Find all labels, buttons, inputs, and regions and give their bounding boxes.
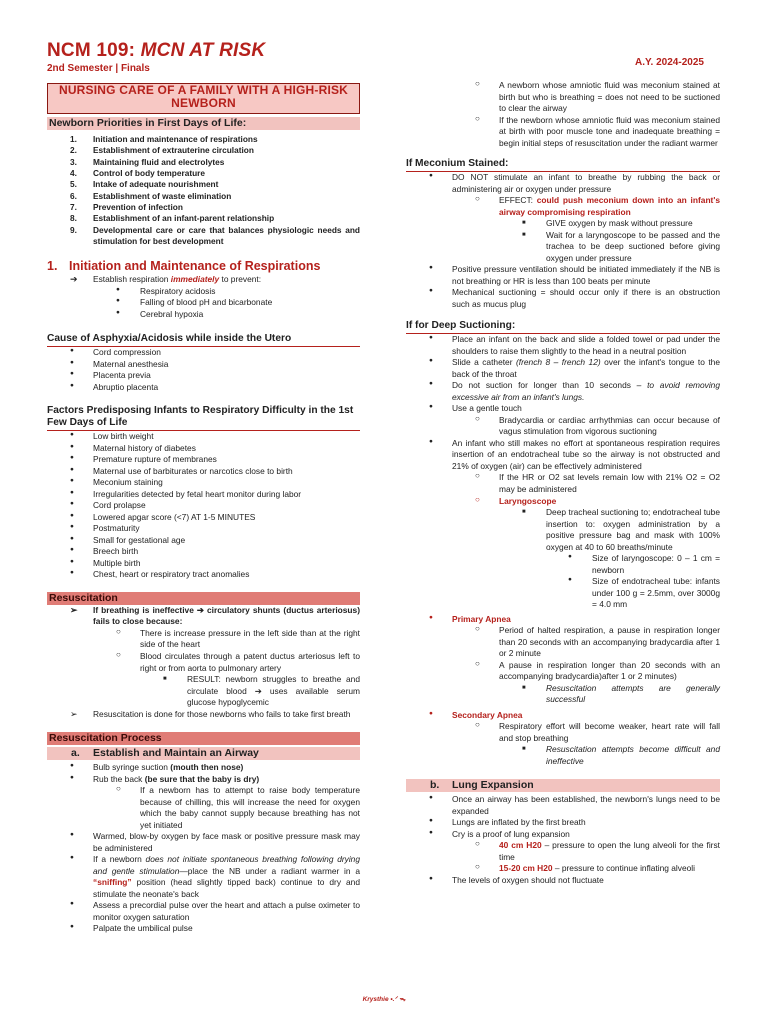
- factors-heading: Factors Predisposing Infants to Respiratory Difficulty in the 1st Few Days of Life: [47, 405, 360, 431]
- bullet-icon: ●: [429, 172, 433, 180]
- bullet-icon: ●: [70, 854, 74, 862]
- bullet-icon: ●: [70, 477, 74, 485]
- list-item: ● If a newborn does not initiate spontaneous breathing following drying and gentle stimulation—place the NB under a radiant warmer in a “sniffing” position (head slightly tipped back) continue to dry and stimulate the neonate's back: [70, 854, 360, 899]
- bullet-icon: ●: [70, 546, 74, 554]
- circle-bullet-icon: ○: [475, 720, 480, 730]
- list-item: 1. Initiation and maintenance of respirations: [70, 133, 258, 144]
- list-item: ○ EFFECT: could push meconium down into an infant's airway compromising respiration: [475, 194, 720, 217]
- list-item: ➢ Resuscitation is done for those newborns who fails to take first breath: [70, 708, 351, 719]
- list-item: ● Bulb syringe suction (mouth then nose): [70, 762, 244, 773]
- list-item: 2. Establishment of extrauterine circulation: [70, 145, 254, 156]
- list-item: ● Small for gestational age: [70, 534, 186, 545]
- list-item: ● Size of endotracheal tube: infants under 100 g = 2.5mm, over 3000g = 4.0 mm: [568, 576, 720, 610]
- list-item: ● An infant who still makes no effort at spontaneous respiration requires insertion of an endotracheal tube so the airway is not obstructed and 21% of oxygen (air) can be effectively administered: [429, 437, 720, 471]
- list-item: ➢ If breathing is ineffective ➔ circulatory shunts (ductus arteriosus) fails to close because:: [70, 604, 360, 627]
- list-item: ○ 15-20 cm H20 – pressure to continue inflating alveoli: [475, 862, 696, 874]
- bullet-icon: ●: [429, 334, 433, 342]
- square-bullet-icon: ■: [163, 676, 167, 683]
- list-item: ● Placenta previa: [70, 370, 151, 381]
- bullet-icon: ●: [70, 488, 74, 496]
- list-item: ● Maternal anesthesia: [70, 358, 169, 369]
- list-number: 6.: [70, 190, 77, 201]
- list-item: ● Once an airway has been established, the newborn's lungs need to be expanded: [429, 794, 720, 816]
- list-item: ● Cry is a proof of lung expansion: [429, 828, 570, 839]
- list-item: ● Cerebral hypoxia: [116, 308, 204, 319]
- list-item: ● Respiratory acidosis: [116, 285, 216, 296]
- list-item: ● Place an infant on the back and slide a folded towel or pad under the shoulders to raise them slightly to the head in a neutral position: [429, 334, 720, 356]
- bullet-icon: ●: [70, 442, 74, 450]
- bullet-icon: ●: [429, 380, 433, 388]
- bullet-icon: ●: [429, 613, 433, 621]
- list-item: ● Maternal history of diabetes: [70, 442, 196, 453]
- left-column: [47, 80, 360, 935]
- list-item: ● Low birth weight: [70, 431, 154, 442]
- list-item: 4. Control of body temperature: [70, 167, 206, 178]
- list-item: ● Cord compression: [70, 347, 161, 358]
- list-item: ○ Period of halted respiration, a pause in respiration longer than 20 seconds with an accompanying bradycardia after 1 or 2 minute: [475, 624, 720, 659]
- list-item: ● Palpate the umbilical pulse: [70, 923, 193, 934]
- list-item: ■ RESULT: newborn struggles to breathe and circulate blood ➔ uses available serum glucose hypoglycemic: [163, 674, 360, 708]
- bullet-icon: ●: [70, 900, 74, 908]
- right-column: [406, 80, 720, 886]
- circle-bullet-icon: ○: [475, 658, 480, 668]
- list-number: 4.: [70, 167, 77, 178]
- chevron-icon: ➢: [70, 604, 78, 615]
- list-item: ● Maternal use of barbiturates or narcotics close to birth: [70, 465, 293, 476]
- bullet-icon: ●: [70, 465, 74, 473]
- resuscitation-heading: Resuscitation: [47, 592, 360, 605]
- list-item: ➔ Establish respiration immediately to prevent:: [70, 274, 262, 285]
- list-item: 6. Establishment of waste elimination: [70, 190, 232, 201]
- bullet-icon: ●: [70, 358, 74, 366]
- footer-signature: Krysthie •.ᐟ ᯓ: [362, 996, 406, 1003]
- bullet-icon: ●: [70, 431, 74, 439]
- list-item: ○ If the newborn whose amniotic fluid was meconium stained at birth with poor muscle tone and inadequate breathing = begin initial steps of resuscitation under the radiant warmer: [475, 113, 720, 148]
- chevron-icon: ➢: [70, 708, 78, 719]
- list-item: ● Do not suction for longer than 10 seconds – to avoid removing excessive air from an infant's lungs.: [429, 380, 720, 402]
- list-item: ■ Deep tracheal suctioning to; endotracheal tube insertion to: oxygen administration by a positive pressure bag and mask with 100% oxygen at 40 to 60 breaths/minute: [522, 507, 720, 552]
- list-item: 8. Establishment of an infant-parent relationship: [70, 213, 275, 224]
- list-item: 3. Maintaining fluid and electrolytes: [70, 156, 225, 167]
- circle-bullet-icon: ○: [116, 784, 121, 794]
- bullet-icon: ●: [70, 923, 74, 931]
- list-number: 2.: [70, 145, 77, 156]
- bullet-icon: ●: [70, 534, 74, 542]
- bullet-icon: ●: [70, 370, 74, 378]
- list-item: ● Meconium staining: [70, 477, 163, 488]
- list-item: ● Positive pressure ventilation should be initiated immediately if the NB is not breathing or HR is less than 100 beats per minute: [429, 264, 720, 286]
- list-number: 7.: [70, 202, 77, 213]
- course-title: NCM 109: MCN AT RISK: [47, 40, 266, 61]
- bullet-icon: ●: [568, 576, 572, 584]
- list-item: ● Secondary Apnea: [429, 709, 523, 720]
- circle-bullet-icon: ○: [475, 494, 480, 504]
- main-title: NURSING CARE OF A FAMILY WITH A HIGH-RISK NEWBORN: [47, 83, 360, 114]
- circle-bullet-icon: ○: [475, 839, 480, 849]
- square-bullet-icon: ■: [522, 509, 526, 516]
- list-item: ● Primary Apnea: [429, 613, 511, 624]
- bullet-icon: ●: [429, 817, 433, 825]
- circle-bullet-icon: ○: [475, 194, 480, 204]
- bullet-icon: ●: [70, 523, 74, 531]
- square-bullet-icon: ■: [522, 746, 526, 753]
- circle-bullet-icon: ○: [116, 626, 121, 636]
- list-item: ● Assess a precordial pulse over the heart and attach a pulse oximeter to monitor oxygen saturation: [70, 900, 360, 922]
- list-item: ● Irregularities detected by fetal heart monitor during labor: [70, 488, 302, 499]
- list-item: ○ If the HR or O2 sat levels remain low with 21% O2 = O2 may be administered: [475, 471, 720, 494]
- priorities-heading: Newborn Priorities in First Days of Life:: [47, 117, 360, 130]
- list-item: ○ Bradycardia or cardiac arrhythmias can occur because of vagus stimulation from vigorous suctioning: [475, 413, 720, 437]
- bullet-icon: ●: [429, 264, 433, 272]
- list-item: ● Chest, heart or respiratory tract anomalies: [70, 569, 250, 580]
- bullet-icon: ●: [429, 287, 433, 295]
- list-item: ■ Wait for a laryngoscope to be passed and the trachea to be deep suctioned before giving oxygen under pressure: [522, 229, 720, 263]
- bullet-icon: ●: [70, 762, 74, 770]
- bullet-icon: ●: [429, 828, 433, 836]
- list-item: 5. Intake of adequate nourishment: [70, 179, 219, 190]
- list-item: ○ A newborn whose amniotic fluid was meconium stained at birth but who is breathing = does not need to be suctioned to clear the airway: [475, 79, 720, 114]
- bullet-icon: ●: [70, 381, 74, 389]
- semester-label: 2nd Semester | Finals: [47, 63, 150, 75]
- lung-expansion-heading: b. Lung Expansion: [406, 779, 720, 792]
- bullet-icon: ●: [70, 347, 74, 355]
- list-number: 5.: [70, 179, 77, 190]
- square-bullet-icon: ■: [522, 231, 526, 238]
- list-number: 9.: [70, 224, 77, 235]
- circle-bullet-icon: ○: [475, 862, 480, 872]
- square-bullet-icon: ■: [522, 220, 526, 227]
- list-item: ○ Laryngoscope: [475, 494, 557, 506]
- arrow-icon: ➔: [70, 274, 78, 285]
- bullet-icon: ●: [116, 285, 120, 293]
- bullet-icon: ●: [429, 437, 433, 445]
- list-item: ● Slide a catheter (french 8 – french 12) over the infant's tongue to the back of the throat: [429, 357, 720, 379]
- list-item: ● Warmed, blow-by oxygen by face mask or positive pressure mask may be administered: [70, 831, 360, 853]
- circle-bullet-icon: ○: [116, 649, 121, 659]
- list-item: ● Falling of blood pH and bicarbonate: [116, 297, 273, 308]
- circle-bullet-icon: ○: [475, 624, 480, 634]
- bullet-icon: ●: [116, 308, 120, 316]
- deep-suction-heading: If for Deep Suctioning:: [406, 320, 720, 334]
- asphyxia-heading: Cause of Asphyxia/Acidosis while inside the Utero: [47, 333, 360, 347]
- list-item: ● Cord prolapse: [70, 500, 146, 511]
- list-item: ● Mechanical suctioning = should occur only if there is an obstruction such as mucus plug: [429, 287, 720, 309]
- list-item: ■ Resuscitation attempts are generally successful: [522, 682, 720, 705]
- list-item: 9. Developmental care or care that balances physiologic needs and stimulation for best development: [70, 224, 360, 247]
- list-item: ○ Respiratory effort will become weaker, heart rate will fall and stop breathing: [475, 720, 720, 743]
- bullet-icon: ●: [429, 874, 433, 882]
- list-item: ● Abruptio placenta: [70, 381, 159, 392]
- list-item: ● Rub the back (be sure that the baby is dry): [70, 773, 260, 784]
- list-item: ● The levels of oxygen should not fluctuate: [429, 874, 604, 885]
- list-item: ● DO NOT stimulate an infant to breathe by rubbing the back or administering air or oxygen under pressure: [429, 172, 720, 194]
- list-item: ● Size of laryngoscope: 0 – 1 cm = newborn: [568, 553, 720, 575]
- list-item: ● Use a gentle touch: [429, 403, 522, 414]
- list-item: ■ Resuscitation attempts become difficult and ineffective: [522, 744, 720, 766]
- list-item: ● Lowered apgar score (<7) AT 1-5 MINUTES: [70, 511, 256, 522]
- bullet-icon: ●: [429, 403, 433, 411]
- list-item: ○ There is increase pressure in the left side than at the right side of the heart: [116, 626, 360, 650]
- bullet-icon: ●: [429, 357, 433, 365]
- document-header: [47, 38, 265, 76]
- list-item: ■ GIVE oxygen by mask without pressure: [522, 218, 693, 229]
- list-item: 7. Prevention of infection: [70, 202, 183, 213]
- asphyxia-list: [47, 347, 360, 393]
- circle-bullet-icon: ○: [475, 79, 480, 88]
- process-heading: Resuscitation Process: [47, 732, 360, 745]
- bullet-icon: ●: [116, 297, 120, 305]
- bullet-icon: ●: [568, 553, 572, 561]
- factors-list: [47, 431, 360, 581]
- list-item: ● Multiple birth: [70, 557, 141, 568]
- list-item: ○ If a newborn has to attempt to raise body temperature because of chilling, this will increase the need for oxygen which the baby cannot supply because breathing has not yet initiated: [116, 784, 360, 830]
- list-number: 1.: [70, 133, 77, 144]
- bullet-icon: ●: [70, 831, 74, 839]
- academic-year: A.Y. 2024-2025: [635, 57, 704, 68]
- bullet-icon: ●: [70, 773, 74, 781]
- list-item: ○ Blood circulates through a patent ductus arteriosus left to right or from aorta to pulmonary artery: [116, 649, 360, 673]
- circle-bullet-icon: ○: [475, 413, 480, 423]
- list-item: ○ 40 cm H20 – pressure to open the lung alveoli for the first time: [475, 839, 720, 862]
- list-item: ● Premature rupture of membranes: [70, 454, 217, 465]
- bullet-icon: ●: [70, 500, 74, 508]
- prevent-list: [47, 286, 360, 321]
- bullet-icon: ●: [70, 557, 74, 565]
- list-number: 8.: [70, 213, 77, 224]
- square-bullet-icon: ■: [522, 684, 526, 691]
- circle-bullet-icon: ○: [475, 471, 480, 481]
- meconium-heading: If Meconium Stained:: [406, 158, 720, 172]
- list-number: 3.: [70, 156, 77, 167]
- bullet-icon: ●: [70, 569, 74, 577]
- bullet-icon: ●: [70, 511, 74, 519]
- bullet-icon: ●: [429, 709, 433, 717]
- circle-bullet-icon: ○: [475, 113, 480, 123]
- section-heading: 1. Initiation and Maintenance of Respirations: [47, 259, 321, 274]
- airway-heading: a. Establish and Maintain an Airway: [47, 747, 360, 760]
- list-item: ● Breech birth: [70, 546, 139, 557]
- bullet-icon: ●: [429, 794, 433, 802]
- priorities-list: [47, 134, 360, 248]
- list-item: ● Lungs are inflated by the first breath: [429, 817, 586, 828]
- list-item: ○ A pause in respiration longer than 20 seconds with an accompanying bradycardia)after 1 or 2 minutes): [475, 658, 720, 682]
- list-item: ● Postmaturity: [70, 523, 140, 534]
- bullet-icon: ●: [70, 454, 74, 462]
